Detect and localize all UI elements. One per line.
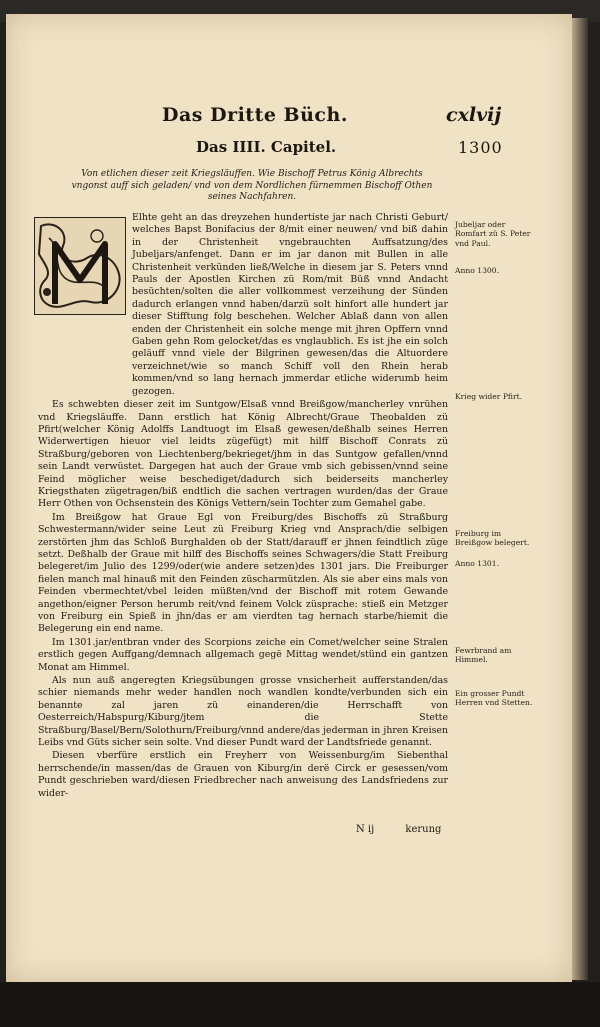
signature-mark: N ij [356,824,375,835]
margin-note-fewrbrand: Fewrbrand am Himmel. [455,646,512,665]
margin-note-pundt: Ein grosser Pundt Herren vnd Stetten. [455,689,533,708]
book-page [6,14,572,982]
margin-note-jubeljar: Jubeljar oder Romfart zü S. Peter vnd Paul. [455,220,531,248]
margin-note-anno-1300: Anno 1300. [455,266,499,275]
running-title: Das Dritte Büch. [162,104,348,126]
catchword: kerung [405,824,442,835]
scan-bottom-edge [0,982,600,1027]
margin-note-anno-1301: Anno 1301. [455,559,499,568]
paragraph: Im Breißgow hat Graue Egl von Freiburg/des Bischoffs zü Straßburg Schwestermann/wider seine Leut zü Freiburg Krieg vnd Ansprach/die selbigen zerstörten jhm das Schloß Burghalden ob der Statt/darauff er jhnen feindtlich züge setzt. Deßhalb der Graue mit hilff des Bischoffs seines Schwagers/die Statt Freiburg belegeret/im Julio des 1299/oder(wie andere setzen)des 1301 jars. Die Freiburger fielen manch mal hinauß mit den Feinden züscharmützlen. Als sie aber eins mals von Feinden vbermechtet/vbel leiden müßten/vnd der Bischoff mit rotem Gewande angethon/eigner Person herumb reit/vnd feinem Volck züsprache: stieß ein Metzger von Freiburg ein Spieß in jhn/das er am vierdten tag hernach starbe/hiemit die Belegerung ein end name. [38,511,448,635]
book-page-edge [572,18,588,980]
paragraph: Als nun auß angeregten Kriegsübungen grosse vnsicherheit aufferstanden/das schier niemands mehr weder handlen noch wandlen kondte/verbunden sich ein benannte zal jaren zü einanderen/die Herrschafft von Oesterreich/Habspurg/Kiburg/jtem die Stette Straßburg/Basel/Bern/Solothurn/Freiburg/vnnd andere/das jederman in jhren Kreisen Leibs vnd Güts sicher sein solte. Vnd dieser Pundt ward der Landtsfriede genannt. [38,675,448,749]
paragraph: Es schwebten dieser zeit im Suntgow/Elsaß vnnd Breißgow/mancherley vnrühen vnd Kriegsläuffe. Dann erstlich hat König Albrecht/Graue Theobalden zü Pfirt(welcher König Adolffs Landtuogt im Elsaß gewesen/deßhalb seines Herren Widerwertigen hieuor viel leidts zügefügt) mit hilff Bischoff Conrats zü Straßburg/geboren von Liechtenberg/bekrieget/jhm in das Suntgow gefallen/vnnd sein Landt verwüstet. Dargegen hat auch der Graue vmb sich gebissen/vnnd seine Feind möglicher weise beschediget/dadurch sich beiderseits mancherley Kriegsthaten zügetragen/biß endtlich die sachen vertragen wurden/das der Graue Herr Othen von Ochsenstein des Königs Vettern/sein Tochter zum Gemahel gabe. [38,399,448,510]
folio-number: cxlvij [446,104,502,126]
paragraph: Elhte geht an das dreyzehen hundertiste jar nach Christi Geburt/ welches Bapst Bonifacius der 8/mit einer neuwen/ vnd biß dahin in der Christenheit vngebrauchten Auffsatzung/des Jubeljars/anfenget. Dann er im jar danon mit Bullen in alle Christenheit verkünden ließ/Welche in diesem jar S. Peters vnnd Pauls der Apostlen Kirchen zü Rom/mit Büß vnnd Andacht besüchten/solten die aller vollkommest verzeihung der Sünden dadurch erlangen vnnd haben/darzü solt hinfort alle hundert jar dieser Stifftung folg beschehen. Welcher Ablaß dann von allen enden der Christenheit ein solche menge mit jhren Opffern vnnd Gaben gehn Rom gelocket/das es vnglaublich. Es ist jhe ein solch geläuff vnnd viele der Bilgrinen gewesen/das die Altuordere verzeichnet/wie so manch Schiff voll den Rhein herab kommen/vnd so lang hernach jmmerdar etliche widerumb heim gezogen. [132,212,448,397]
paragraph: Diesen vberfüre erstlich ein Freyherr von Weissenburg/im Siebenthal herrschende/in massen/das de Grauen von Kiburg/in derë Circk er gesessen/vom Pundt geschrieben ward/diesen Friedbrecher nach anweisung des Landsfriedens zur wider- [38,750,448,799]
margin-note-krieg-pfirt: Krieg wider Pfirt. [455,392,523,401]
main-text [38,212,448,832]
year-heading: 1300 [458,138,503,157]
chapter-summary: Von etlichen dieser zeit Kriegsläuffen. Wie Bischoff Petrus König Albrechts vngonst auff sich geladen/ vnd von dem Nordlichen fürnemmen Bischoff Othen seines Nachfahren. [71,169,433,202]
chapter-heading: Das IIII. Capitel. [196,138,337,156]
paragraph: Im 1301.jar/entbran vnder des Scorpions zeiche ein Comet/welcher seine Stralen erstlich gegen Auffgang/demnach allgemach gegë Mittag wendet/stünd ein gantzen Monat am Himmel. [38,636,448,673]
page-footer-line [356,824,451,835]
margin-note-freiburg: Freiburg im Breißgow belegert. [455,529,530,548]
